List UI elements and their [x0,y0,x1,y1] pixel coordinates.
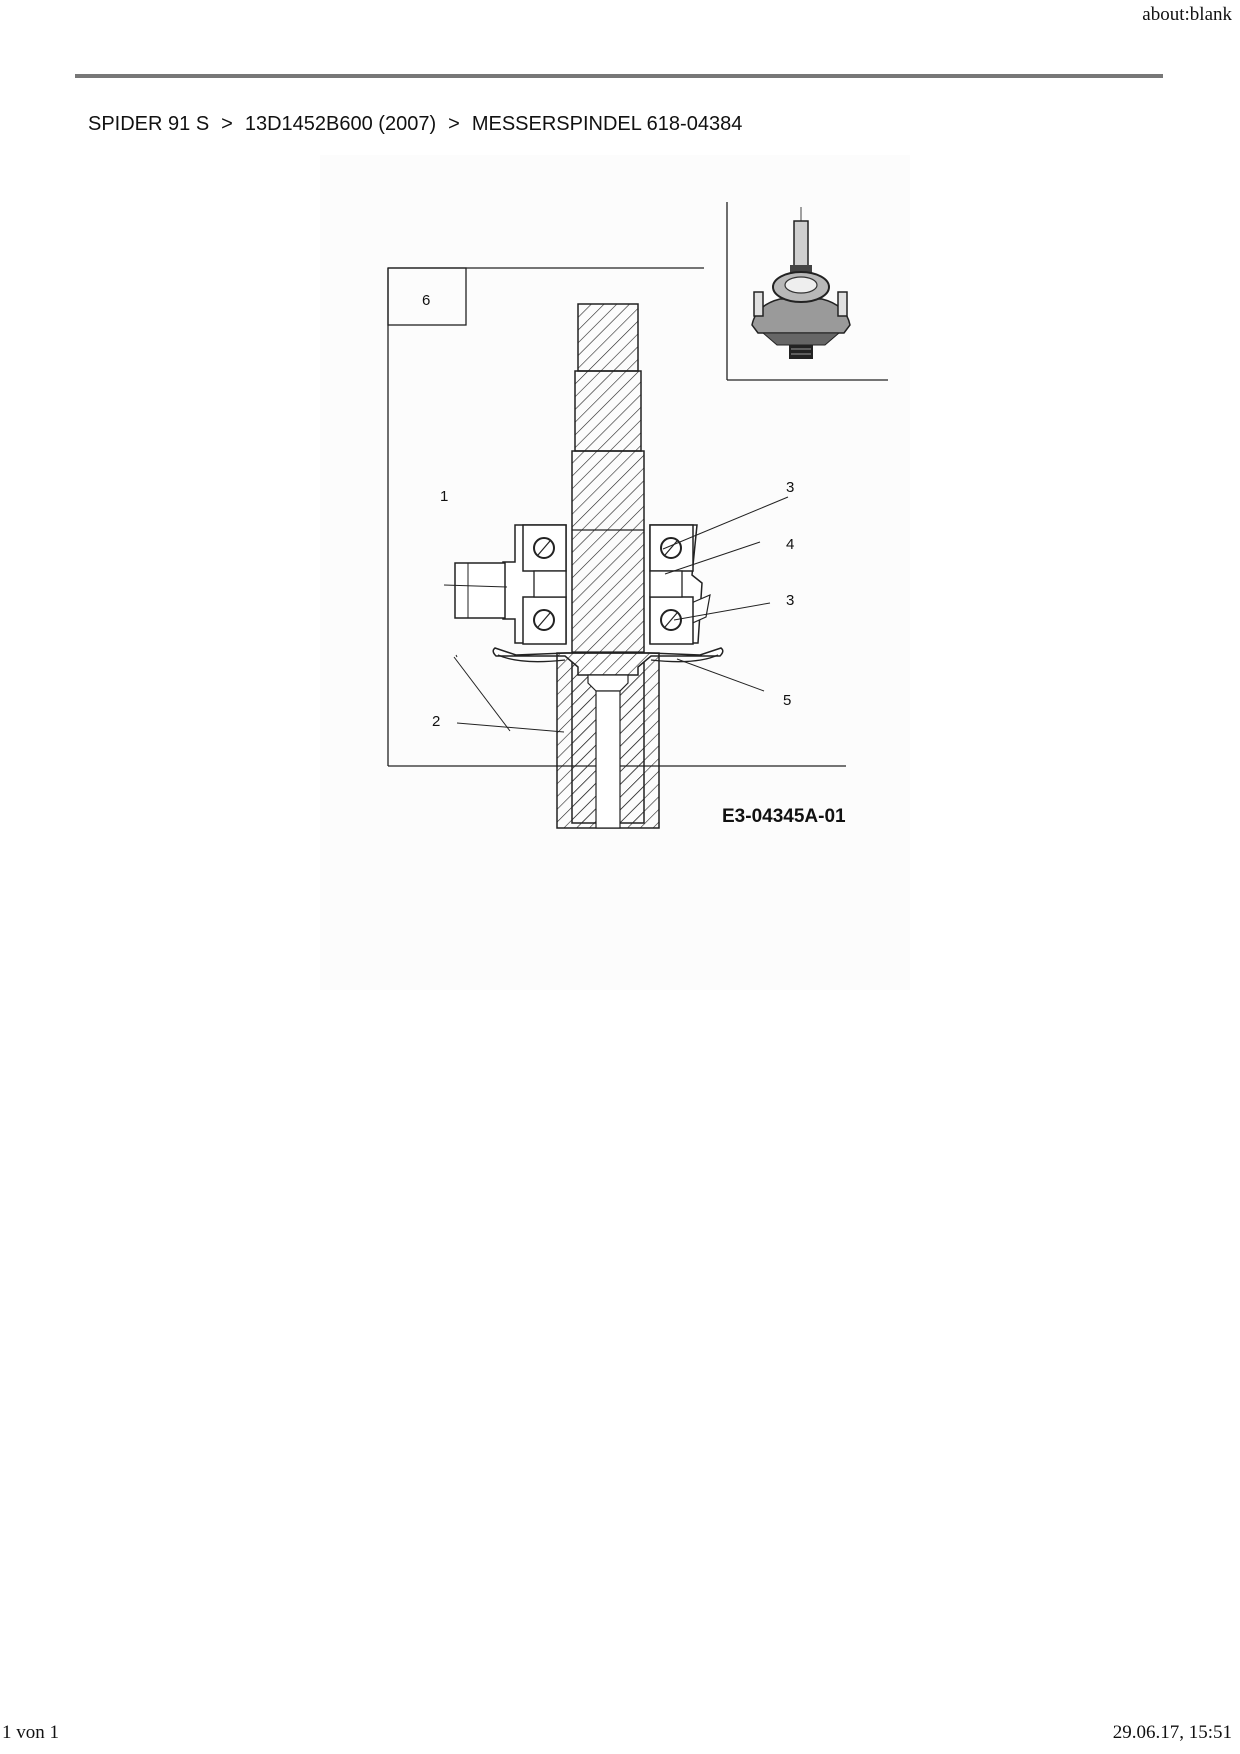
callout-label-1: 1 [440,488,449,505]
callout-label-5: 5 [783,692,792,709]
breadcrumb-model[interactable]: SPIDER 91 S [88,113,210,135]
figure-code: E3-04345A-01 [722,806,846,827]
breadcrumb-separator: > [221,113,233,135]
breadcrumb-current-part: MESSERSPINDEL 618-04384 [471,113,743,135]
callout-label-2: 2 [432,713,441,730]
bearing-upper-left [523,525,566,571]
callout-label-4: 4 [786,536,795,553]
print-header-url: about:blank [1142,4,1232,25]
parts-diagram [320,155,910,990]
blade-hub [493,648,723,828]
spindle-exploded-drawing [320,155,910,990]
print-footer-datetime: 29.06.17, 15:51 [1112,1722,1232,1743]
spindle-photo-image [752,207,850,359]
bearing-upper-right [650,525,693,571]
callout-label-6: 6 [422,292,431,309]
breadcrumb-serial[interactable]: 13D1452B600 (2007) [244,113,437,135]
breadcrumb [88,113,742,136]
callout-label-3-upper: 3 [786,479,795,496]
breadcrumb-separator: > [448,113,460,135]
header-divider [75,74,1163,78]
bearing-lower-right [650,597,693,644]
callout-label-3-lower: 3 [786,592,795,609]
bearing-lower-left [523,597,566,644]
print-footer-page: 1 von 1 [2,1722,59,1743]
